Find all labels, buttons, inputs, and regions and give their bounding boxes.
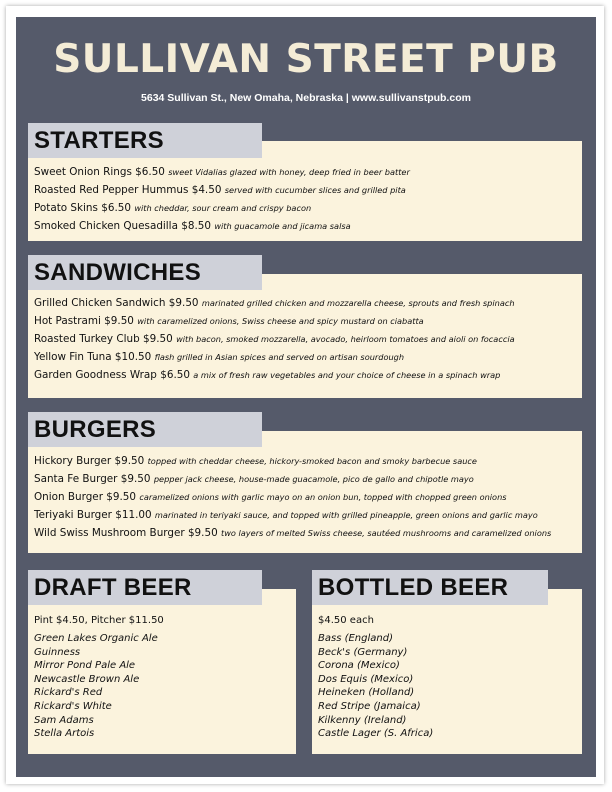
beer-list-item: Stella Artois xyxy=(34,728,95,740)
starters-heading: STARTERS xyxy=(28,123,262,158)
bottled-beer-list xyxy=(318,632,433,741)
item-price: $9.50 xyxy=(106,491,137,503)
burgers-panel xyxy=(28,431,582,553)
menu-item xyxy=(28,506,582,524)
sandwiches-panel xyxy=(28,274,582,398)
bottled-beer-price: $4.50 each xyxy=(318,615,374,626)
item-description: a mix of fresh raw vegetables and your choice of cheese in a spinach wrap xyxy=(193,370,501,380)
item-name: Roasted Turkey Club xyxy=(34,333,140,345)
item-price: $9.50 xyxy=(187,527,218,539)
item-name: Teriyaki Burger xyxy=(34,509,112,521)
menu-item xyxy=(28,488,582,506)
sandwiches-heading: SANDWICHES xyxy=(28,255,262,290)
item-name: Potato Skins xyxy=(34,202,98,214)
menu-item xyxy=(28,294,582,312)
burgers-heading: BURGERS xyxy=(28,412,262,447)
beer-list-item: Mirror Pond Pale Ale xyxy=(34,660,136,672)
draft-beer-heading: DRAFT BEER xyxy=(28,570,262,605)
beer-list-item: Dos Equis (Mexico) xyxy=(318,673,414,685)
beer-list-item: Rickard's Red xyxy=(34,687,103,699)
starters-list xyxy=(28,163,582,235)
beer-list-item: Rickard's White xyxy=(34,700,112,712)
beer-list-item: Guinness xyxy=(34,646,81,658)
item-price: $8.50 xyxy=(181,220,212,232)
item-description: two layers of melted Swiss cheese, sautéed mushrooms and caramelized onions xyxy=(221,528,552,538)
menu-item xyxy=(28,330,582,348)
item-description: flash grilled in Asian spices and served on artisan sourdough xyxy=(154,352,405,362)
beer-list-item: Castle Lager (S. Africa) xyxy=(318,728,434,740)
beer-list-item: Newcastle Brown Ale xyxy=(34,673,140,685)
item-price: $9.50 xyxy=(143,333,173,345)
page-title: SULLIVAN STREET PUB xyxy=(53,37,559,82)
item-price: $11.00 xyxy=(115,509,152,521)
menu-item xyxy=(28,366,582,384)
address-line: 5634 Sullivan St., New Omaha, Nebraska | www.sullivanstpub.com xyxy=(141,92,471,104)
menu-item xyxy=(28,163,582,181)
menu-item xyxy=(28,452,582,470)
beer-list-item: Beck's (Germany) xyxy=(318,646,408,658)
item-name: Yellow Fin Tuna xyxy=(34,351,112,363)
item-name: Roasted Red Pepper Hummus xyxy=(34,184,189,196)
menu-item xyxy=(28,199,582,217)
item-description: pepper jack cheese, house-made guacamole, pico de gallo and chipotle mayo xyxy=(153,474,474,484)
beer-list-item: Sam Adams xyxy=(34,714,94,726)
item-price: $6.50 xyxy=(135,166,165,178)
item-price: $9.50 xyxy=(104,315,134,327)
sandwiches-list xyxy=(28,294,582,384)
bottled-beer-panel xyxy=(312,589,582,754)
menu-item xyxy=(28,217,582,235)
item-price: $6.50 xyxy=(160,369,190,381)
beer-list-item: Kilkenny (Ireland) xyxy=(318,714,407,726)
beer-list-item: Green Lakes Organic Ale xyxy=(34,633,158,644)
draft-beer-price: Pint $4.50, Pitcher $11.50 xyxy=(34,615,164,626)
item-price: $9.50 xyxy=(168,297,199,309)
item-name: Santa Fe Burger xyxy=(34,473,118,485)
draft-beer-panel xyxy=(28,589,296,754)
item-description: with cheddar, sour cream and crispy bacon xyxy=(134,203,312,213)
item-description: served with cucumber slices and grilled pita xyxy=(224,185,406,195)
item-description: marinated in teriyaki sauce, and topped with grilled pineapple, green onions and garlic mayo xyxy=(154,510,538,520)
item-description: with bacon, smoked mozzarella, avocado, heirloom tomatoes and aioli on focaccia xyxy=(176,334,515,344)
item-name: Smoked Chicken Quesadilla xyxy=(34,220,178,232)
item-name: Wild Swiss Mushroom Burger xyxy=(34,527,185,539)
menu-item xyxy=(28,348,582,366)
menu-item xyxy=(28,312,582,330)
item-description: caramelized onions with garlic mayo on an onion bun, topped with chopped green onions xyxy=(139,492,507,502)
item-price: $6.50 xyxy=(101,202,131,214)
beer-list-item: Bass (England) xyxy=(318,633,393,644)
item-description: topped with cheddar cheese, hickory-smoked bacon and smoky barbecue sauce xyxy=(147,456,477,466)
item-price: $9.50 xyxy=(114,455,145,467)
item-price: $4.50 xyxy=(191,184,222,196)
menu-item xyxy=(28,470,582,488)
item-name: Grilled Chicken Sandwich xyxy=(34,297,166,309)
beer-list-item: Red Stripe (Jamaica) xyxy=(318,700,421,712)
item-name: Sweet Onion Rings xyxy=(34,166,132,178)
item-description: marinated grilled chicken and mozzarella cheese, sprouts and fresh spinach xyxy=(201,298,515,308)
item-description: with caramelized onions, Swiss cheese and spicy mustard on ciabatta xyxy=(137,316,424,326)
item-price: $9.50 xyxy=(120,473,151,485)
beer-list-item: Corona (Mexico) xyxy=(318,660,400,672)
menu-item xyxy=(28,524,582,542)
draft-beer-list xyxy=(34,632,158,741)
bottled-beer-heading: BOTTLED BEER xyxy=(312,570,548,605)
item-name: Onion Burger xyxy=(34,491,103,503)
item-price: $10.50 xyxy=(114,351,152,363)
item-name: Hot Pastrami xyxy=(34,315,101,327)
beer-list-item: Heineken (Holland) xyxy=(318,687,415,699)
item-description: sweet Vidalias glazed with honey, deep fried in beer batter xyxy=(168,167,410,177)
item-name: Hickory Burger xyxy=(34,455,112,467)
item-name: Garden Goodness Wrap xyxy=(34,369,157,381)
menu-item xyxy=(28,181,582,199)
burgers-list xyxy=(28,452,582,542)
item-description: with guacamole and jicama salsa xyxy=(214,221,351,231)
